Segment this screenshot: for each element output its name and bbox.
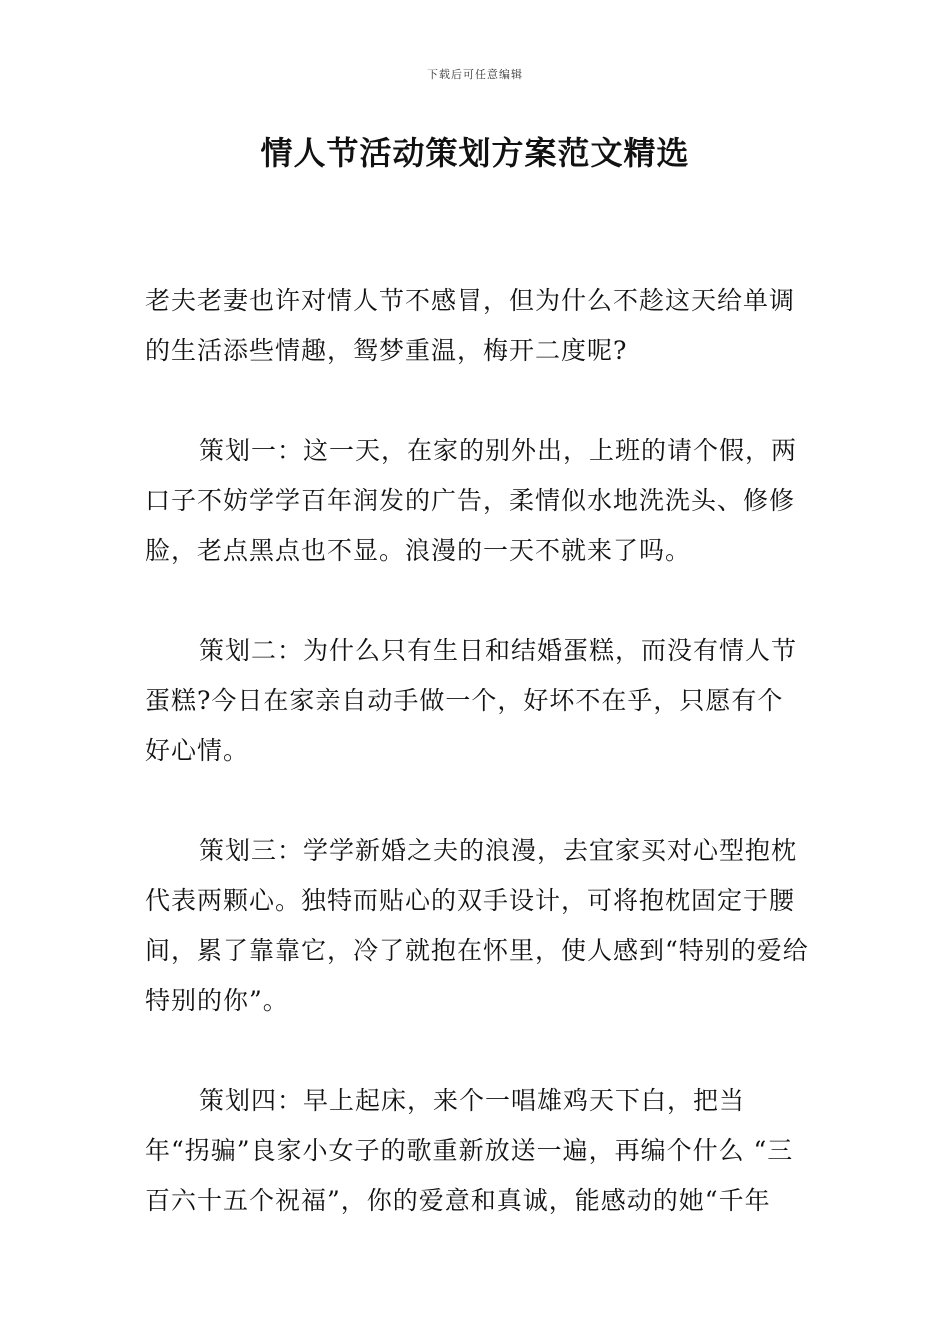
document-title: 情人节活动策划方案范文精选 [260, 134, 690, 172]
paragraph-plan-4: 策划四：早上起床，来个一唱雄鸡天下白，把当年“拐骗”良家小女子的歌重新放送一遍，再编个什么 “三百六十五个祝福”，你的爱意和真诚，能感动的她“千年 [145, 1086, 794, 1215]
paragraph-spacer [145, 1026, 809, 1076]
paragraph-intro: 老夫老妻也许对情人节不感冒，但为什么不趁这天给单调的生活添些情趣，鸳梦重温，梅开二度呢? [145, 286, 796, 365]
paragraph-spacer [145, 576, 809, 626]
header-note: 下载后可任意编辑 [427, 68, 523, 81]
paragraph-plan-1: 策划一：这一天，在家的别外出，上班的请个假，两口子不妨学学百年润发的广告，柔情似水地洗洗头、修修脸，老点黑点也不显。浪漫的一天不就来了吗。 [145, 436, 798, 565]
document-body [145, 276, 809, 1226]
paragraph-plan-3: 策划三：学学新婚之夫的浪漫，去宜家买对心型抱枕代表两颗心。独特而贴心的双手设计，可将抱枕固定于腰间，累了靠靠它，冷了就抱在怀里，使人感到“特别的爱给特别的你”。 [145, 836, 809, 1015]
paragraph-plan-2: 策划二：为什么只有生日和结婚蛋糕，而没有情人节蛋糕?今日在家亲自动手做一个，好坏不在乎，只愿有个好心情。 [145, 636, 798, 765]
paragraph-spacer [145, 376, 809, 426]
paragraph-spacer [145, 776, 809, 826]
